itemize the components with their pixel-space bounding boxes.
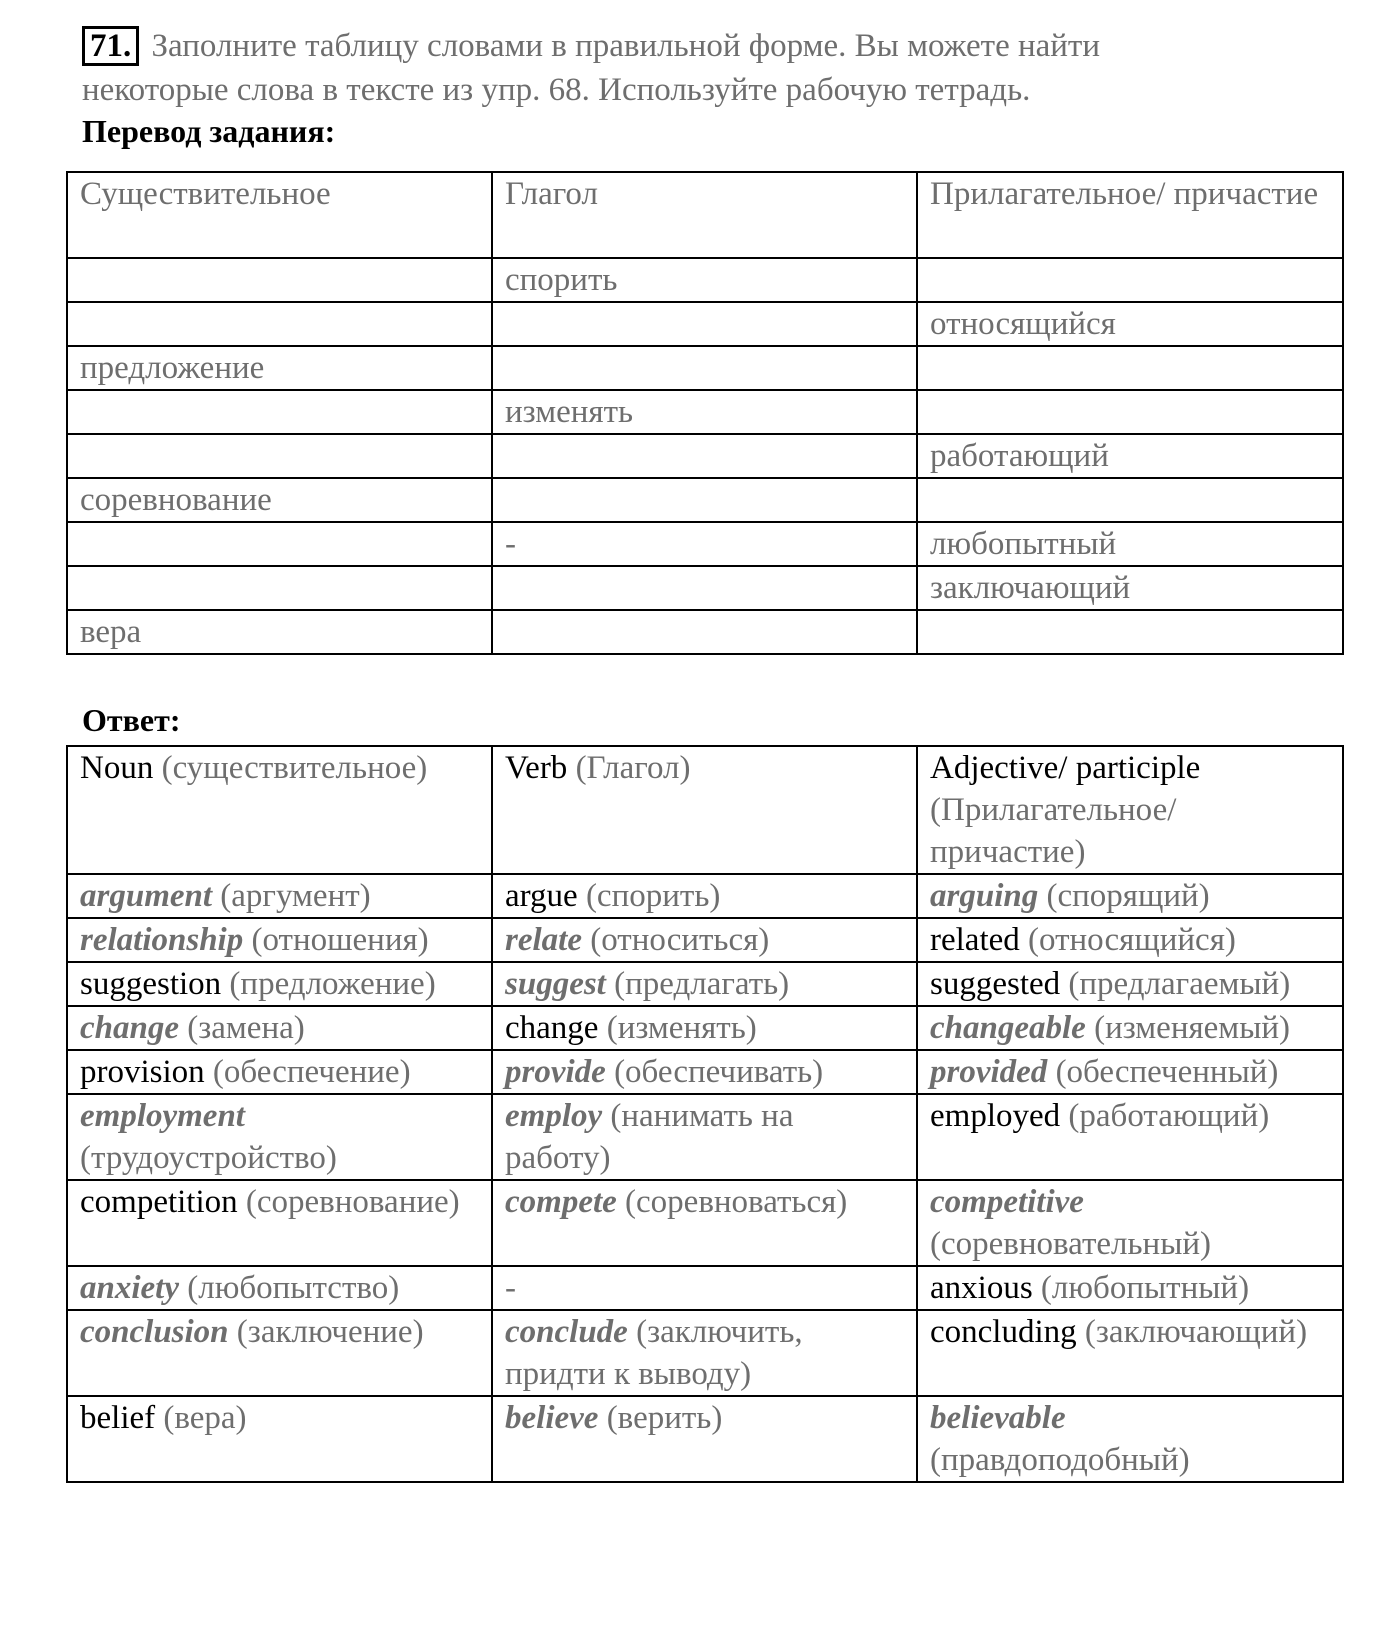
answer-cell [917, 874, 1343, 918]
answer-cell [67, 962, 492, 1006]
russian-translation: (работающий) [1068, 1098, 1270, 1134]
answer-cell [917, 1310, 1343, 1396]
task-cell: относящийся [917, 302, 1343, 346]
answer-cell [917, 1050, 1343, 1094]
given-word: related [930, 922, 1020, 958]
answer-row [67, 874, 1343, 918]
russian-translation: (правдоподобный) [930, 1442, 1190, 1478]
task-cell: спорить [492, 258, 917, 302]
russian-translation: (изменять) [606, 1010, 757, 1046]
answer-table [66, 745, 1344, 1483]
russian-translation: (заключить, придти к выводу) [505, 1314, 803, 1392]
answer-word: argument [80, 878, 213, 914]
russian-translation: (любопытный) [1040, 1270, 1250, 1306]
task-heading: Перевод задания: [82, 113, 336, 149]
russian-translation: (предложение) [229, 966, 436, 1002]
answer-word: suggest [505, 966, 606, 1002]
answer-cell [67, 918, 492, 962]
task-row [67, 610, 1343, 654]
answer-row [67, 1396, 1343, 1482]
answer-header-row [67, 746, 1343, 874]
task-cell: - [492, 522, 917, 566]
task-cell [917, 346, 1343, 390]
answer-word: conclude [505, 1314, 628, 1350]
answer-cell [917, 1180, 1343, 1266]
task-row [67, 390, 1343, 434]
russian-translation: (изменяемый) [1094, 1010, 1291, 1046]
task-header-cell: Прилагательное/ причастие [917, 172, 1343, 258]
answer-cell [917, 962, 1343, 1006]
task-cell [67, 390, 492, 434]
task-cell [917, 258, 1343, 302]
answer-word: provide [505, 1054, 606, 1090]
answer-cell [917, 918, 1343, 962]
russian-translation: (соревнование) [245, 1184, 460, 1220]
task-cell: заключающий [917, 566, 1343, 610]
russian-translation: (любопытство) [187, 1270, 400, 1306]
answer-word: competitive [930, 1184, 1084, 1220]
task-row [67, 522, 1343, 566]
answer-cell [917, 1006, 1343, 1050]
answer-word: relate [505, 922, 582, 958]
russian-translation: (замена) [187, 1010, 305, 1046]
answer-word: employment [80, 1098, 245, 1134]
answer-cell [67, 1396, 492, 1482]
task-cell [67, 258, 492, 302]
task-cell: любопытный [917, 522, 1343, 566]
task-row [67, 478, 1343, 522]
task-row [67, 434, 1343, 478]
task-row [67, 258, 1343, 302]
header-english: Adjective/ participle [930, 750, 1201, 786]
russian-translation: (верить) [606, 1400, 723, 1436]
russian-translation: (предлагаемый) [1068, 966, 1291, 1002]
russian-translation: (вера) [163, 1400, 247, 1436]
task-cell [492, 610, 917, 654]
task-table [66, 171, 1344, 655]
answer-header-cell [67, 746, 492, 874]
answer-row [67, 1180, 1343, 1266]
task-cell: соревнование [67, 478, 492, 522]
exercise-number: 71. [82, 26, 139, 66]
task-cell: работающий [917, 434, 1343, 478]
instruction-line-1: Заполните таблицу словами в правильной форме. Вы можете найти [151, 28, 1101, 64]
answer-cell [917, 1266, 1343, 1310]
answer-cell [492, 874, 917, 918]
task-cell: изменять [492, 390, 917, 434]
answer-row [67, 918, 1343, 962]
given-word: employed [930, 1098, 1061, 1134]
russian-translation: (аргумент) [220, 878, 371, 914]
answer-word: arguing [930, 878, 1039, 914]
header-russian: (Глагол) [575, 750, 691, 786]
answer-cell [67, 1006, 492, 1050]
answer-cell [917, 1094, 1343, 1180]
given-word: provision [80, 1054, 205, 1090]
russian-translation: (отношения) [251, 922, 429, 958]
answer-row [67, 962, 1343, 1006]
russian-translation: (заключение) [236, 1314, 424, 1350]
exercise-instruction [82, 24, 1342, 112]
answer-word: anxiety [80, 1270, 179, 1306]
task-cell [67, 522, 492, 566]
russian-translation: (трудоустройство) [80, 1140, 337, 1176]
answer-word: change [80, 1010, 179, 1046]
russian-translation: (соревновательный) [930, 1226, 1212, 1262]
russian-translation: - [505, 1270, 516, 1306]
answer-cell [492, 1006, 917, 1050]
task-cell [67, 434, 492, 478]
task-cell [492, 566, 917, 610]
answer-word: changeable [930, 1010, 1086, 1046]
russian-translation: (обеспечение) [212, 1054, 411, 1090]
russian-translation: (предлагать) [614, 966, 790, 1002]
task-cell [492, 302, 917, 346]
task-cell [492, 346, 917, 390]
russian-translation: (нанимать на работу) [505, 1098, 794, 1176]
given-word: concluding [930, 1314, 1077, 1350]
header-english: Verb [505, 750, 568, 786]
task-header-cell: Глагол [492, 172, 917, 258]
task-cell: предложение [67, 346, 492, 390]
header-english: Noun [80, 750, 154, 786]
russian-translation: (относящийся) [1028, 922, 1236, 958]
answer-cell [67, 1050, 492, 1094]
given-word: anxious [930, 1270, 1033, 1306]
answer-word: compete [505, 1184, 617, 1220]
answer-header-cell [492, 746, 917, 874]
task-cell [492, 434, 917, 478]
answer-header-cell [917, 746, 1343, 874]
task-cell [917, 610, 1343, 654]
task-cell: вера [67, 610, 492, 654]
header-russian: (Прилагательное/ причастие) [930, 792, 1177, 870]
given-word: belief [80, 1400, 156, 1436]
answer-row [67, 1266, 1343, 1310]
answer-word: believe [505, 1400, 599, 1436]
russian-translation: (спорить) [585, 878, 721, 914]
header-russian: (существительное) [161, 750, 428, 786]
answer-word: believable [930, 1400, 1066, 1436]
task-header-cell: Существительное [67, 172, 492, 258]
task-cell [492, 478, 917, 522]
answer-cell [492, 1396, 917, 1482]
russian-translation: (обеспечивать) [614, 1054, 824, 1090]
answer-row [67, 1310, 1343, 1396]
instruction-line-2: некоторые слова в тексте из упр. 68. Используйте рабочую тетрадь. [82, 72, 1031, 108]
answer-cell [492, 1266, 917, 1310]
given-word: suggestion [80, 966, 222, 1002]
answer-cell [492, 1050, 917, 1094]
answer-word: relationship [80, 922, 244, 958]
task-cell [917, 478, 1343, 522]
task-header-row [67, 172, 1343, 258]
answer-cell [67, 1310, 492, 1396]
russian-translation: (обеспеченный) [1055, 1054, 1279, 1090]
answer-cell [917, 1396, 1343, 1482]
answer-cell [492, 1310, 917, 1396]
answer-cell [67, 1266, 492, 1310]
russian-translation: (относиться) [590, 922, 770, 958]
russian-translation: (заключающий) [1084, 1314, 1308, 1350]
russian-translation: (спорящий) [1046, 878, 1210, 914]
answer-word: employ [505, 1098, 603, 1134]
answer-cell [492, 918, 917, 962]
answer-heading: Ответ: [82, 702, 181, 738]
task-cell [917, 390, 1343, 434]
answer-cell [67, 1180, 492, 1266]
task-row [67, 566, 1343, 610]
given-word: suggested [930, 966, 1061, 1002]
given-word: competition [80, 1184, 238, 1220]
task-cell [67, 302, 492, 346]
task-row [67, 302, 1343, 346]
answer-row [67, 1094, 1343, 1180]
answer-cell [492, 1094, 917, 1180]
answer-row [67, 1006, 1343, 1050]
answer-cell [67, 874, 492, 918]
given-word: change [505, 1010, 599, 1046]
answer-cell [67, 1094, 492, 1180]
task-row [67, 346, 1343, 390]
task-cell [67, 566, 492, 610]
answer-cell [492, 1180, 917, 1266]
given-word: argue [505, 878, 578, 914]
answer-cell [492, 962, 917, 1006]
russian-translation: (соревноваться) [625, 1184, 848, 1220]
answer-row [67, 1050, 1343, 1094]
answer-word: provided [930, 1054, 1048, 1090]
answer-word: conclusion [80, 1314, 229, 1350]
